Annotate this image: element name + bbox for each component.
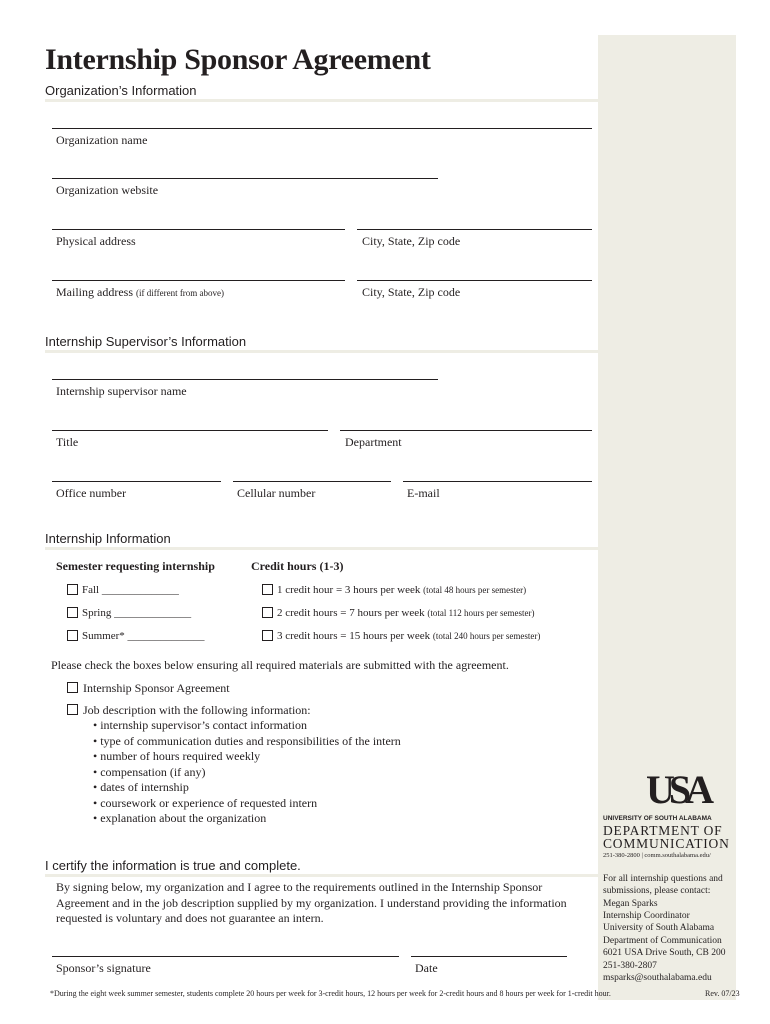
- city-state-zip-field-2[interactable]: [357, 280, 592, 281]
- organization-name-label: Organization name: [56, 133, 148, 147]
- section-heading-internship: Internship Information: [45, 531, 171, 546]
- section-divider: [45, 547, 598, 550]
- job-description-requirements: [93, 718, 401, 827]
- mailing-address-label: Mailing address (if different from above): [56, 285, 225, 299]
- section-divider: [45, 350, 598, 353]
- supervisor-name-field[interactable]: [52, 379, 438, 380]
- list-item: • number of hours required weekly: [93, 749, 401, 765]
- contact-university: University of South Alabama: [603, 923, 715, 933]
- contact-text: submissions, please contact:: [603, 886, 711, 896]
- organization-website-label: Organization website: [56, 183, 159, 197]
- list-item: • internship supervisor’s contact information: [93, 718, 401, 734]
- email-label: E-mail: [407, 486, 440, 500]
- cellular-number-field[interactable]: [233, 481, 391, 482]
- page-title: Internship Sponsor Agreement: [45, 43, 431, 76]
- organization-name-field[interactable]: [52, 128, 592, 129]
- contact-address: 6021 USA Drive South, CB 200: [603, 948, 726, 958]
- city-state-zip-label-2: City, State, Zip code: [362, 285, 461, 299]
- list-item: • compensation (if any): [93, 765, 401, 781]
- option-spring-label: Spring ______________: [82, 607, 192, 619]
- email-field[interactable]: [403, 481, 592, 482]
- checkbox-fall[interactable]: [67, 584, 78, 595]
- contact-department: Department of Communication: [603, 936, 722, 946]
- signature-field[interactable]: [52, 956, 399, 957]
- title-field[interactable]: [52, 430, 328, 431]
- signature-label: Sponsor’s signature: [56, 961, 151, 975]
- office-number-field[interactable]: [52, 481, 221, 482]
- physical-address-field[interactable]: [52, 229, 345, 230]
- list-item: • type of communication duties and responsibilities of the intern: [93, 734, 401, 750]
- supervisor-name-label: Internship supervisor name: [56, 384, 187, 398]
- organization-website-field[interactable]: [52, 178, 438, 179]
- option-1-credit-label: 1 credit hour = 3 hours per week (total 48 hours per semester): [277, 584, 527, 596]
- revision-date: Rev. 07/23: [705, 989, 740, 998]
- checkbox-spring[interactable]: [67, 607, 78, 618]
- section-heading-organization: Organization’s Information: [45, 83, 197, 98]
- checkbox-2-credit[interactable]: [262, 607, 273, 618]
- city-state-zip-field-1[interactable]: [357, 229, 592, 230]
- contact-role: Internship Coordinator: [603, 911, 690, 921]
- date-field[interactable]: [411, 956, 567, 957]
- section-divider: [45, 874, 598, 877]
- option-3-credit-label: 3 credit hours = 15 hours per week (total 240 hours per semester): [277, 630, 541, 642]
- checkbox-3-credit[interactable]: [262, 630, 273, 641]
- department-name-line1: DEPARTMENT OF: [603, 823, 723, 838]
- semester-heading: Semester requesting internship: [56, 559, 215, 573]
- contact-phone: 251-380-2807: [603, 961, 657, 971]
- physical-address-label: Physical address: [56, 234, 136, 248]
- title-label: Title: [56, 435, 79, 449]
- department-label: Department: [345, 435, 402, 449]
- job-description-label: Job description with the following information:: [83, 703, 311, 717]
- date-label: Date: [415, 961, 438, 975]
- materials-instruction: Please check the boxes below ensuring all required materials are submitted with the agreement.: [51, 658, 509, 672]
- footnote: *During the eight week summer semester, students complete 20 hours per week for 3-credit hours, 12 hours per week for 2-credit hours and 8 hours per week for 1-credit hour.: [50, 989, 611, 998]
- checkbox-job-description[interactable]: [67, 704, 78, 715]
- checkbox-1-credit[interactable]: [262, 584, 273, 595]
- credit-hours-heading: Credit hours (1-3): [251, 559, 344, 573]
- checkbox-summer[interactable]: [67, 630, 78, 641]
- section-divider: [45, 99, 598, 102]
- contact-name: Megan Sparks: [603, 899, 658, 909]
- section-heading-certify: I certify the information is true and complete.: [45, 858, 301, 873]
- department-field[interactable]: [340, 430, 592, 431]
- list-item: • explanation about the organization: [93, 811, 401, 827]
- option-summer-label: Summer* ______________: [82, 630, 205, 642]
- option-fall-label: Fall ______________: [82, 584, 179, 596]
- city-state-zip-label-1: City, State, Zip code: [362, 234, 461, 248]
- certify-paragraph: By signing below, my organization and I agree to the requirements outlined in the Internship Sponsor Agreement and in the job description supplied by my organization. I understand providing the information requested is voluntary and does not guarantee an intern.: [56, 880, 567, 925]
- mailing-address-note: (if different from above): [136, 288, 225, 298]
- section-heading-supervisor: Internship Supervisor’s Information: [45, 334, 247, 349]
- office-number-label: Office number: [56, 486, 127, 500]
- list-item: • dates of internship: [93, 780, 401, 796]
- contact-email: msparks@southalabama.edu: [603, 973, 712, 983]
- option-2-credit-label: 2 credit hours = 7 hours per week (total 112 hours per semester): [277, 607, 535, 619]
- usa-logo: USA: [646, 767, 709, 812]
- sponsor-agreement-label: Internship Sponsor Agreement: [83, 681, 230, 695]
- department-contact-line: 251-380-2800 | comm.southalabama.edu/: [603, 852, 711, 859]
- checkbox-sponsor-agreement[interactable]: [67, 682, 78, 693]
- cellular-number-label: Cellular number: [237, 486, 316, 500]
- list-item: • coursework or experience of requested intern: [93, 796, 401, 812]
- department-name-line2: COMMUNICATION: [603, 836, 730, 851]
- mailing-address-field[interactable]: [52, 280, 345, 281]
- university-name: UNIVERSITY OF SOUTH ALABAMA: [603, 815, 712, 822]
- contact-text: For all internship questions and: [603, 874, 723, 884]
